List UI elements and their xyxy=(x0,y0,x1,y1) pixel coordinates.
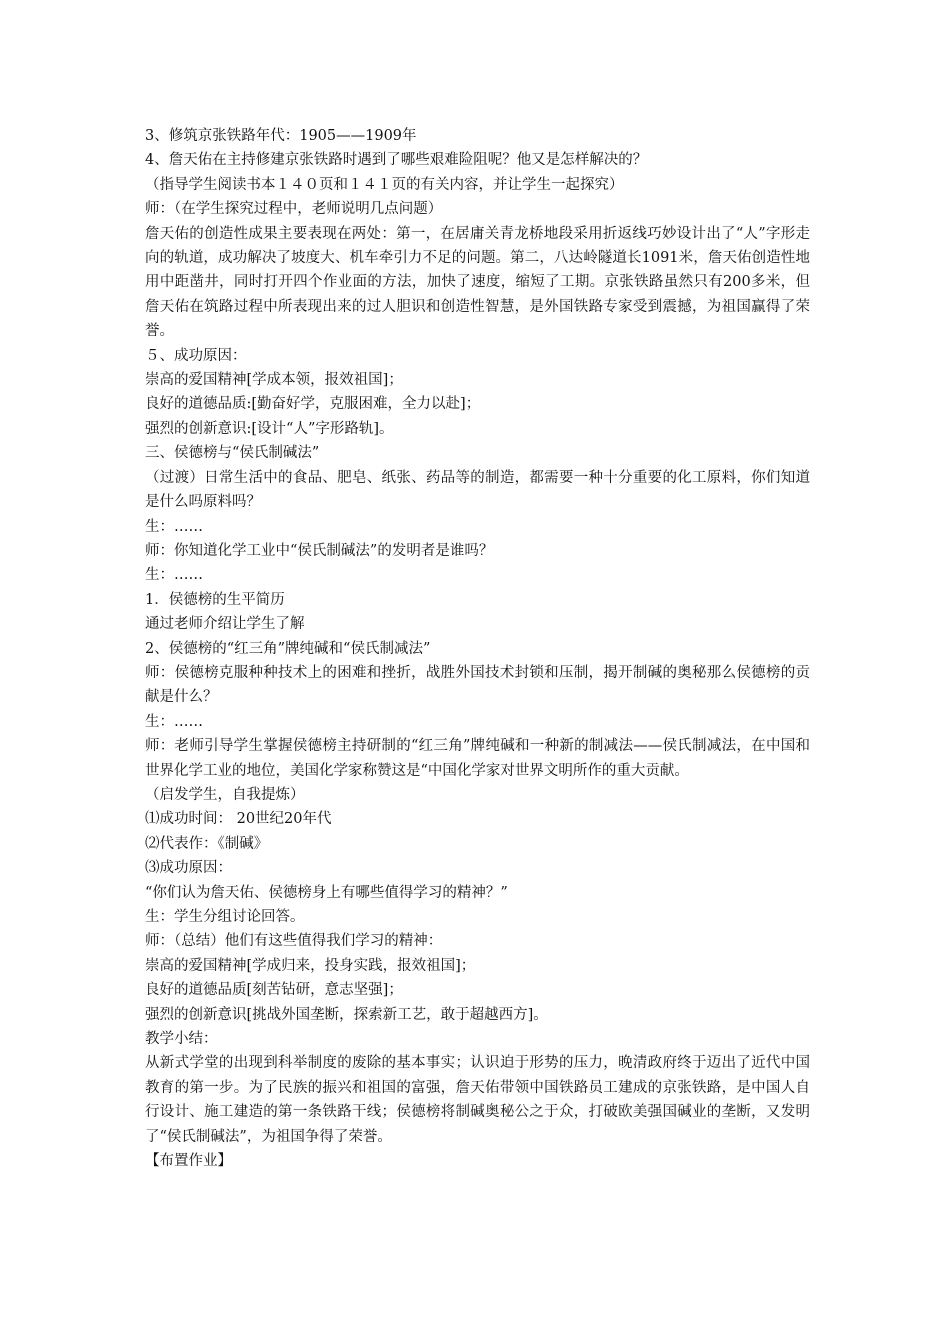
line-discussion-question: “你们认为詹天佑、侯德榜身上有哪些值得学习的精神？” xyxy=(145,884,508,901)
line-student-answer-1: 生：…… xyxy=(145,518,203,535)
line-summary-moral: 良好的道德品质[刻苦钻研，意志坚强]； xyxy=(145,982,403,999)
paragraph-teaching-summary: 从新式学堂的出现到科举制度的废除的基本事实；认识迫于形势的压力，晚清政府终于迈出了近代中国教育的第一步。为了民族的振兴和祖国的富强，詹天佑带领中国铁路员工建成的京张铁路，是中国人自行设计、施工建造的第一条铁路干线；侯德榜将制碱奥秘公之于众，打破欧美强国碱业的垄断，又发明了“侯氏制碱法”，为祖国争得了荣誉。 xyxy=(145,1055,810,1145)
paragraph-zhan-achievements: 詹天佑的创造性成果主要表现在两处：第一，在居庸关青龙桥地段采用折返线巧妙设计出了“人”字形走向的轨道，成功解决了坡度大、机车牵引力不足的问题。第二，八达岭隧道长1091米，詹天佑创造性地用中距凿井，同时打开四个作业面的方法，加快了速度，缩短了工期。京张铁路虽然只有200多米，但詹天佑在筑路过程中所表现出来的过人胆识和创造性智慧，是外国铁路专家受到震撼，为祖国赢得了荣誉。 xyxy=(145,225,810,340)
document-body xyxy=(145,124,810,1173)
heading-hou-debang: 三、侯德榜与“侯氏制碱法” xyxy=(145,445,320,462)
line-success-reason-3: ⑶成功原因： xyxy=(145,860,232,877)
heading-teaching-summary: 教学小结： xyxy=(145,1031,218,1048)
line-moral-quality: 良好的道德品质:[勤奋好学，克服困难，全力以赴]； xyxy=(145,396,481,413)
line-teacher-explains: 师：（在学生探究过程中，老师说明几点问题） xyxy=(145,201,443,218)
line-student-answer-2: 生：…… xyxy=(145,567,203,584)
line-construction-years: 3、修筑京张铁路年代：1905——1909年 xyxy=(145,128,417,144)
heading-success-reasons: ５、成功原因： xyxy=(145,347,247,364)
line-teacher-introduction: 通过老师介绍让学生了解 xyxy=(145,616,305,633)
line-student-answer-3: 生：…… xyxy=(145,713,203,730)
line-inspire-students: （启发学生，自我提炼） xyxy=(145,786,305,803)
line-group-discussion: 生：学生分组讨论回答。 xyxy=(145,909,305,925)
heading-red-triangle: 2、侯德榜的“红三角”牌纯碱和“侯氏制减法” xyxy=(145,640,431,657)
line-innovation: 强烈的创新意识:[设计“人”字形路轨]。 xyxy=(145,420,394,437)
line-success-time: ⑴成功时间： 20世纪20年代 xyxy=(145,811,332,828)
heading-homework: 【布置作业】 xyxy=(145,1153,232,1170)
paragraph-hou-contribution-question: 师：侯德榜克服种种技术上的困难和挫折，战胜外国技术封锁和压制，揭开制碱的奥秘那么侯德榜的贡献是什么？ xyxy=(145,664,810,706)
line-summary-patriotism: 崇高的爱国精神[学成归来，投身实践，报效祖国]； xyxy=(145,957,476,974)
heading-hou-biography: 1．侯德榜的生平简历 xyxy=(145,591,285,608)
line-teacher-question-inventor: 师：你知道化学工业中“侯氏制碱法”的发明者是谁吗？ xyxy=(145,542,494,559)
line-teacher-summary: 师：（总结）他们有这些值得我们学习的精神： xyxy=(145,933,443,950)
line-patriotism: 崇高的爱国精神[学成本领，报效祖国]； xyxy=(145,372,403,389)
line-reading-guidance: （指导学生阅读书本１４０页和１４１页的有关内容，并让学生一起探究） xyxy=(145,176,624,193)
line-question-difficulties: 4、詹天佑在主持修建京张铁路时遇到了哪些艰难险阻呢？他又是怎样解决的？ xyxy=(145,152,648,169)
line-summary-innovation: 强烈的创新意识[挑战外国垄断，探索新工艺，敢于超越西方]。 xyxy=(145,1006,548,1023)
paragraph-hou-method: 师：老师引导学生掌握侯德榜主持研制的“红三角”牌纯碱和一种新的制减法——侯氏制减法，在中国和世界化学工业的地位，美国化学家称赞这是“中国化学家对世界文明所作的重大贡献。 xyxy=(145,738,810,779)
paragraph-transition: （过渡）日常生活中的食品、肥皂、纸张、药品等的制造，都需要一种十分重要的化工原料，你们知道是什么吗原料吗？ xyxy=(145,469,810,511)
line-masterpiece: ⑵代表作：《制碱》 xyxy=(145,835,269,852)
